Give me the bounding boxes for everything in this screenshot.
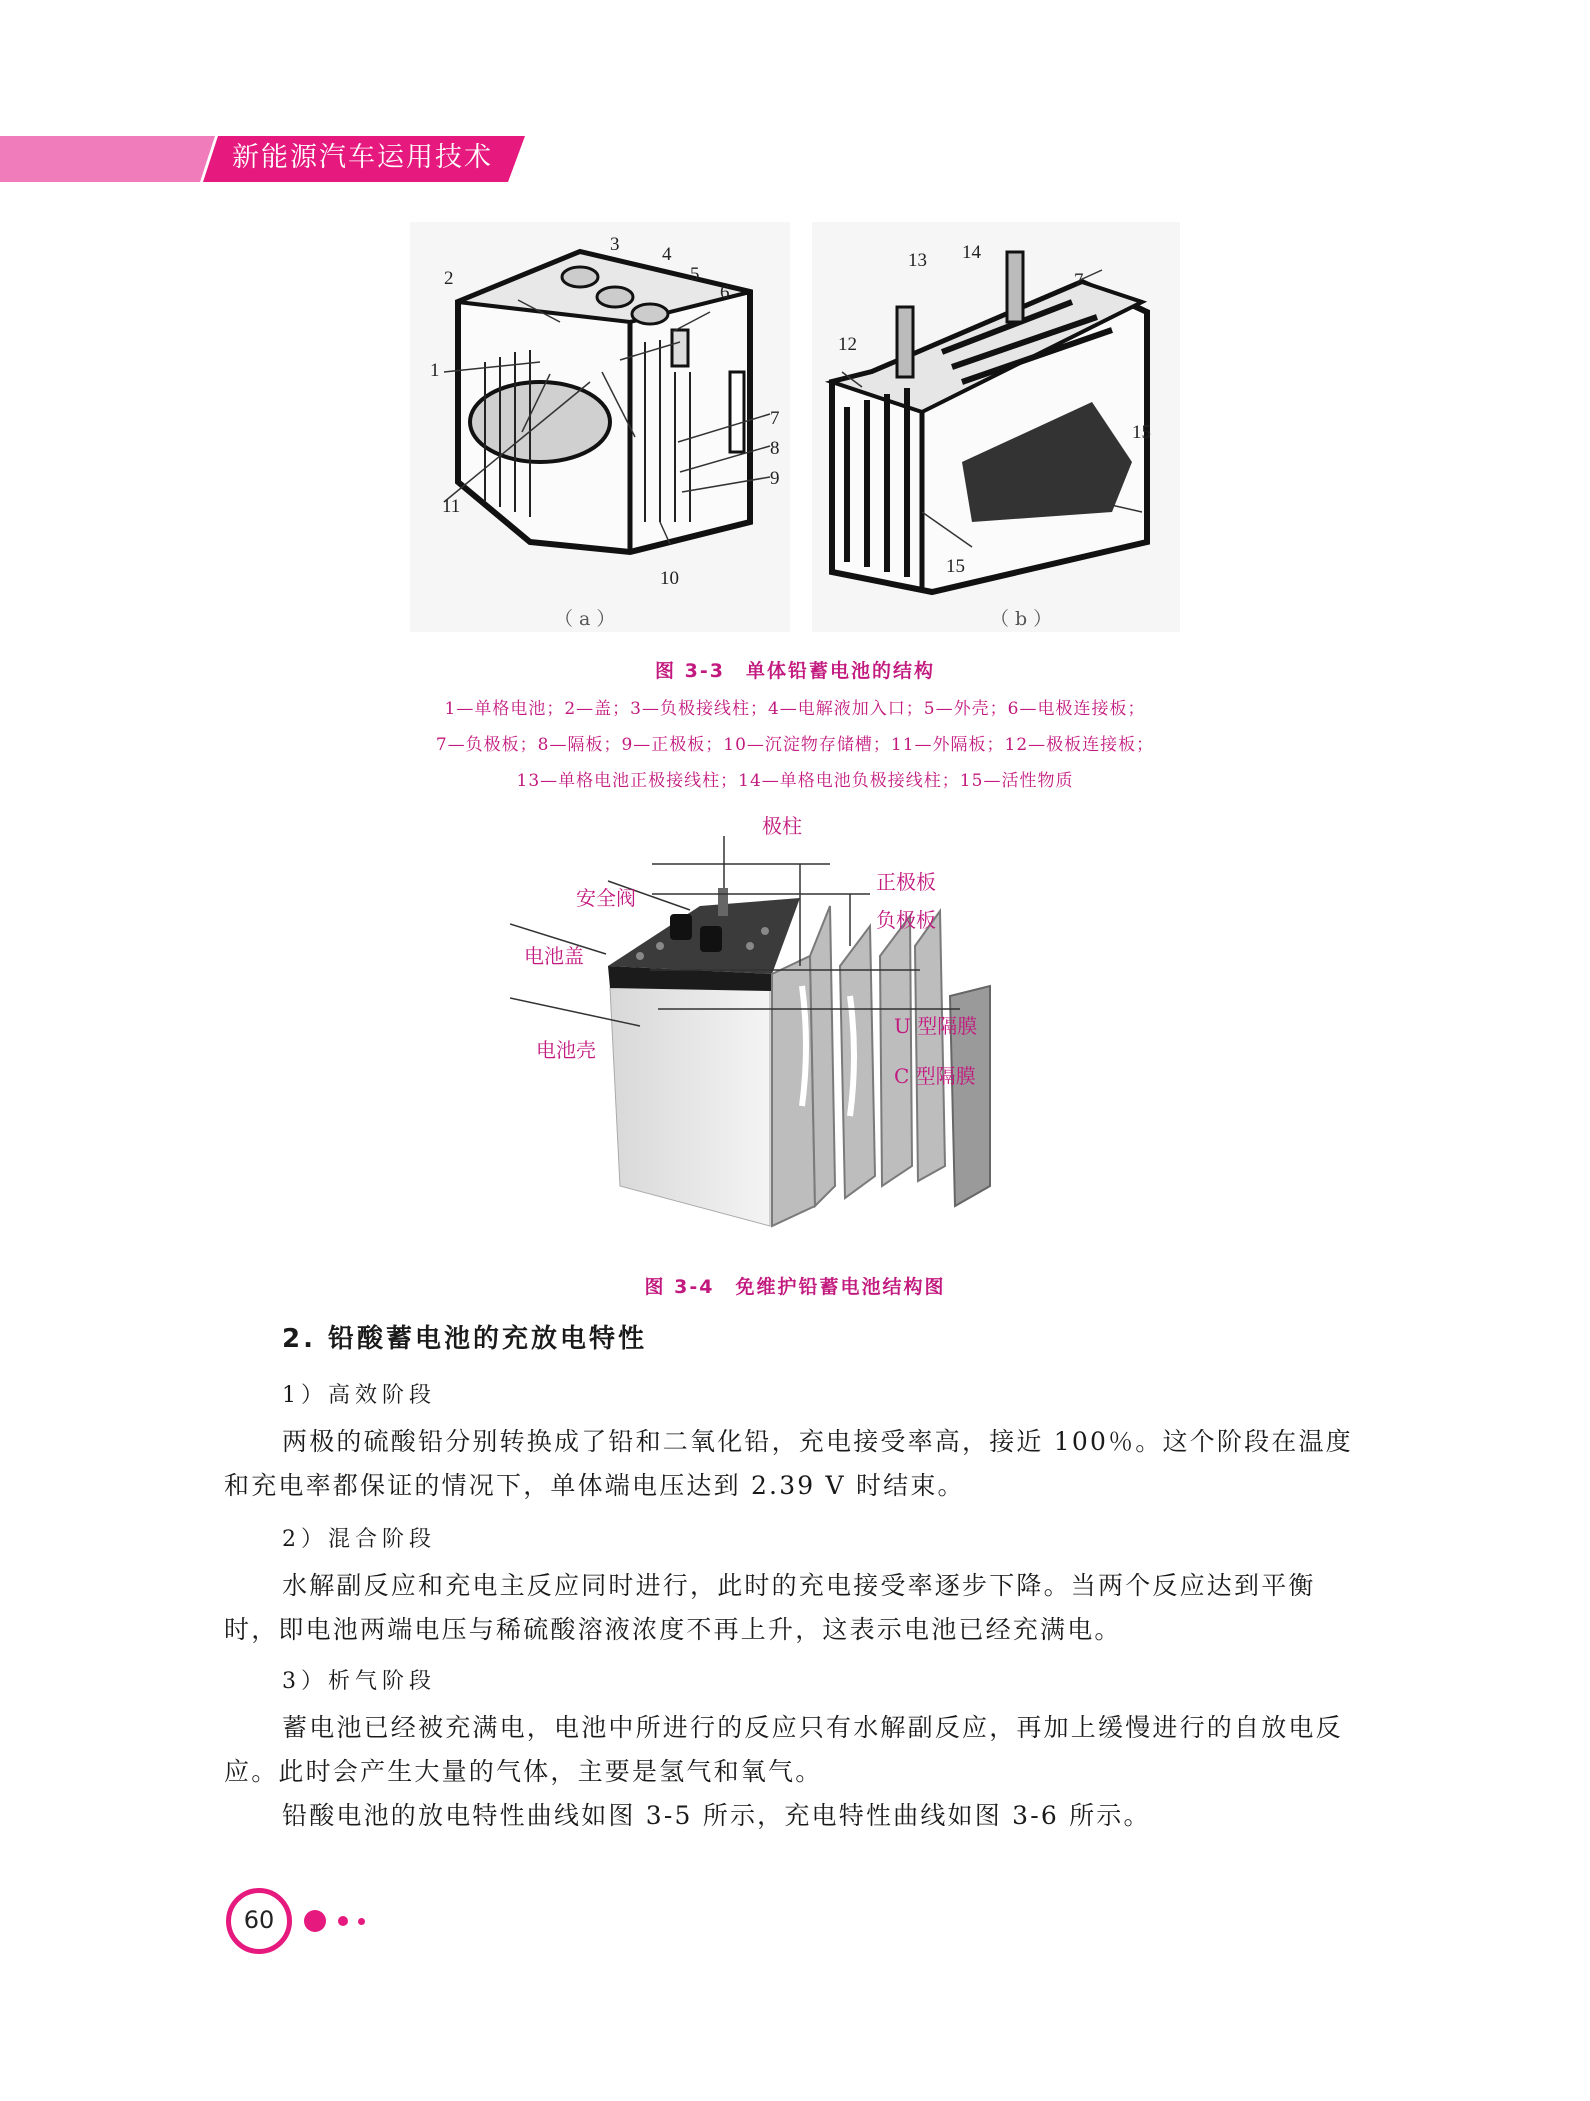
figure-3-3-legend-line-3: 13—单格电池正极接线柱；14—单格电池负极接线柱；15—活性物质 — [516, 771, 1074, 791]
page-number: 60 — [243, 1906, 275, 1934]
figure-3-3-caption: 图 3-3 单体铅蓄电池的结构 — [655, 660, 935, 682]
callout-a-8: 8 — [770, 438, 780, 459]
callout-a-2: 2 — [444, 268, 454, 289]
figure-3-4 — [510, 806, 1182, 1236]
callout-a-3: 3 — [610, 234, 620, 255]
callout-b-7: 7 — [1074, 270, 1084, 291]
stage-2-title: 2）混合阶段 — [282, 1527, 436, 1552]
stage-3-title: 3）析气阶段 — [282, 1669, 436, 1694]
figure-3-3b — [812, 222, 1180, 632]
label-u-separator: U 型隔膜 — [894, 1014, 978, 1038]
label-cover: 电池盖 — [524, 944, 584, 968]
stage-3-text: 蓄电池已经被充满电，电池中所进行的反应只有水解副反应，再加上缓慢进行的自放电反应。此时会产生大量的气体，主要是氢气和氧气。 — [224, 1713, 1343, 1786]
label-negative-plate: 负极板 — [876, 908, 936, 932]
figure-3-3-legend-line-2: 7—负极板；8—隔板；9—正极板；10—沉淀物存储槽；11—外隔板；12—极板连接板； — [435, 735, 1155, 755]
callout-a-11: 11 — [442, 496, 461, 517]
subfigure-label-a: （a） — [554, 608, 622, 630]
callout-a-1: 1 — [430, 360, 440, 381]
callout-b-12: 12 — [838, 334, 857, 355]
section-heading: 2. 铅酸蓄电池的充放电特性 — [282, 1324, 648, 1354]
subfigure-label-b: （b） — [990, 608, 1059, 630]
callout-b-15-upper: 15 — [1132, 422, 1151, 443]
callout-a-7: 7 — [770, 408, 780, 429]
footer-dot-large — [304, 1910, 326, 1932]
stage-1-text: 两极的硫酸铅分别转换成了铅和二氧化铅，充电接受率高，接近 100％。这个阶段在温度和充电率都保证的情况下，单体端电压达到 2.39 V 时结束。 — [224, 1427, 1353, 1500]
callout-a-10: 10 — [660, 568, 679, 589]
label-terminal: 极柱 — [762, 814, 802, 838]
footer-dot-medium — [338, 1916, 348, 1926]
battery-cell-drawing-b — [812, 222, 1180, 632]
callout-b-15-lower: 15 — [946, 556, 965, 577]
figure-3-3-legend-line-1: 1—单格电池；2—盖；3—负极接线柱；4—电解液加入口；5—外壳；6—电极连接板； — [444, 699, 1146, 719]
callout-b-14: 14 — [962, 242, 981, 263]
callout-a-4: 4 — [662, 244, 672, 265]
figure-3-3a — [410, 222, 790, 632]
callout-a-9: 9 — [770, 468, 780, 489]
stage-1-title: 1）高效阶段 — [282, 1383, 436, 1408]
callout-a-5: 5 — [690, 264, 700, 285]
callout-a-6: 6 — [720, 282, 730, 303]
stage-2-text: 水解副反应和充电主反应同时进行，此时的充电接受率逐步下降。当两个反应达到平衡时，即电池两端电压与稀硫酸溶液浓度不再上升，这表示电池已经充满电。 — [224, 1571, 1316, 1644]
book-title: 新能源汽车运用技术 — [232, 142, 493, 173]
closing-text: 铅酸电池的放电特性曲线如图 3-5 所示，充电特性曲线如图 3-6 所示。 — [282, 1801, 1151, 1830]
label-positive-plate: 正极板 — [876, 870, 936, 894]
maintenance-free-battery-photo — [510, 806, 1182, 1236]
label-c-separator: C 型隔膜 — [894, 1064, 976, 1088]
label-case: 电池壳 — [536, 1038, 596, 1062]
battery-cutaway-drawing-a — [410, 222, 790, 632]
figure-3-4-caption: 图 3-4 免维护铅蓄电池结构图 — [644, 1276, 946, 1298]
footer-dot-small — [358, 1918, 365, 1925]
label-safety-valve: 安全阀 — [576, 886, 636, 910]
callout-b-13: 13 — [908, 250, 927, 271]
